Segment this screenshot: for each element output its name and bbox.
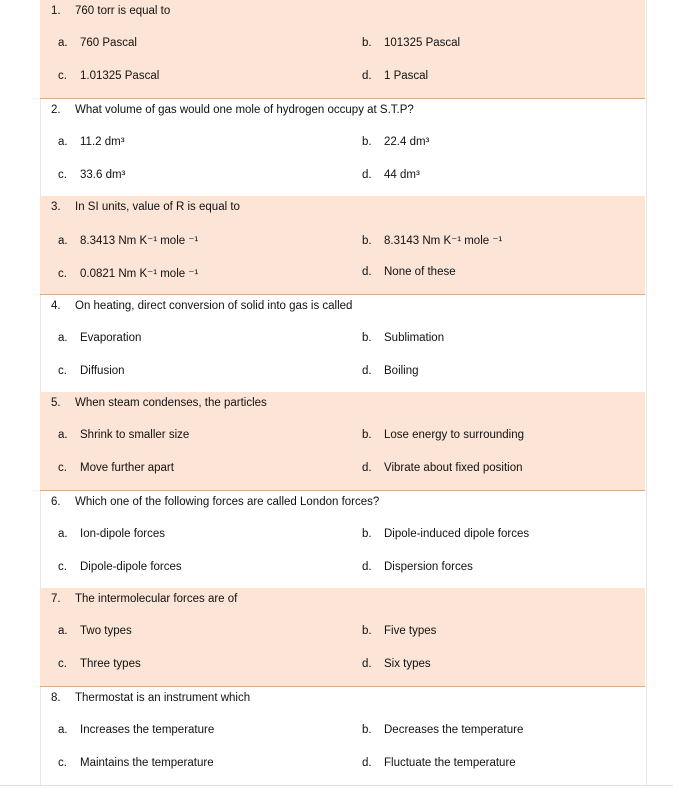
question-text: Which one of the following forces are called London forces? [75,496,380,508]
option-d [362,658,431,670]
option-letter: a. [58,528,68,540]
option-d [362,169,420,181]
option-text: 8.3143 Nm K⁻¹ mole ⁻¹ [384,235,503,247]
option-letter: d. [362,658,372,670]
option-letter: a. [58,724,68,736]
question-text: Thermostat is an instrument which [75,692,251,704]
option-d [362,365,419,377]
option-text: Move further apart [80,462,174,474]
option-text: None of these [384,266,456,278]
option-a [58,724,214,736]
question-stem [51,397,267,409]
option-letter: b. [362,724,372,736]
option-text: 44 dm³ [384,169,420,181]
question-4 [40,294,645,393]
option-letter: d. [362,169,372,181]
option-letter: d. [362,266,372,278]
option-letter: a. [58,625,68,637]
question-text: What volume of gas would one mole of hydrogen occupy at S.T.P? [75,104,414,116]
option-c [58,462,174,474]
option-text: Increases the temperature [80,724,215,736]
question-8 [40,686,645,785]
option-letter: b. [362,136,372,148]
option-b [362,37,460,49]
option-b [362,136,429,148]
option-letter: c. [58,70,67,82]
option-text: Sublimation [384,332,445,344]
option-b [362,724,523,736]
option-letter: c. [58,268,67,280]
option-text: Five types [384,625,437,637]
option-d [362,70,428,82]
option-a [58,332,141,344]
option-b [362,625,436,637]
option-letter: b. [362,528,372,540]
option-d [362,757,516,769]
option-c [58,70,159,82]
option-b [362,332,444,344]
option-text: 101325 Pascal [384,37,461,49]
option-d [362,561,473,573]
option-text: Fluctuate the temperature [384,757,516,769]
question-text: When steam condenses, the particles [75,397,267,409]
option-text: 0.0821 Nm K⁻¹ mole ⁻¹ [80,268,199,280]
question-number: 7. [51,593,61,605]
option-text: 760 Pascal [80,37,137,49]
option-c [58,365,125,377]
question-1 [40,0,645,98]
question-stem [51,104,414,116]
question-text: The intermolecular forces are of [75,593,238,605]
option-b [362,233,502,247]
question-number: 5. [51,397,61,409]
question-text: In SI units, value of R is equal to [75,201,240,213]
option-text: 1.01325 Pascal [80,70,160,82]
question-text: 760 torr is equal to [75,5,171,17]
option-letter: d. [362,561,372,573]
option-d [362,462,523,474]
question-number: 2. [51,104,61,116]
option-letter: b. [362,429,372,441]
option-letter: c. [58,169,67,181]
question-stem [51,300,352,312]
option-text: Two types [80,625,132,637]
option-text: 22.4 dm³ [384,136,430,148]
question-stem [51,593,237,605]
option-text: Ion-dipole forces [80,528,166,540]
option-c [58,757,214,769]
option-text: Diffusion [80,365,125,377]
question-stem [51,692,250,704]
option-letter: c. [58,462,67,474]
option-a [58,233,198,247]
option-c [58,266,198,280]
question-number: 1. [51,5,61,17]
option-letter: c. [58,757,67,769]
option-letter: c. [58,658,67,670]
option-text: Three types [80,658,141,670]
question-2 [40,98,645,197]
option-a [58,37,137,49]
question-7 [40,588,645,686]
option-letter: b. [362,332,372,344]
question-number: 3. [51,201,61,213]
option-letter: a. [58,332,68,344]
option-b [362,429,524,441]
option-text: 8.3413 Nm K⁻¹ mole ⁻¹ [80,235,199,247]
option-text: Boiling [384,365,419,377]
option-letter: b. [362,235,372,247]
option-a [58,429,189,441]
question-stem [51,201,240,213]
question-5 [40,392,645,490]
option-text: Lose energy to surrounding [384,429,525,441]
option-letter: d. [362,757,372,769]
option-d [362,266,456,278]
option-a [58,625,132,637]
option-letter: c. [58,365,67,377]
option-c [58,169,125,181]
option-letter: a. [58,136,68,148]
question-number: 6. [51,496,61,508]
option-a [58,528,165,540]
option-text: Evaporation [80,332,142,344]
option-letter: d. [362,462,372,474]
question-6 [40,490,645,589]
option-text: Dipole-dipole forces [80,561,182,573]
option-letter: d. [362,365,372,377]
option-text: 1 Pascal [384,70,429,82]
question-number: 4. [51,300,61,312]
option-letter: a. [58,429,68,441]
question-text: On heating, direct conversion of solid into gas is called [75,300,353,312]
option-text: Shrink to smaller size [80,429,190,441]
question-stem [51,496,379,508]
option-c [58,561,182,573]
option-b [362,528,529,540]
option-text: 11.2 dm³ [80,136,125,148]
option-text: Dispersion forces [384,561,473,573]
option-a [58,136,125,148]
option-letter: a. [58,37,68,49]
option-text: Decreases the temperature [384,724,524,736]
option-text: Six types [384,658,431,670]
option-text: Vibrate about fixed position [384,462,523,474]
option-letter: a. [58,235,68,247]
option-text: Maintains the temperature [80,757,214,769]
page-bottom-divider [0,785,673,786]
option-letter: b. [362,37,372,49]
question-stem [51,5,170,17]
option-letter: d. [362,70,372,82]
question-number: 8. [51,692,61,704]
option-letter: c. [58,561,67,573]
option-text: Dipole-induced dipole forces [384,528,530,540]
option-text: 33.6 dm³ [80,169,126,181]
question-3 [40,196,645,294]
option-c [58,658,141,670]
option-letter: b. [362,625,372,637]
